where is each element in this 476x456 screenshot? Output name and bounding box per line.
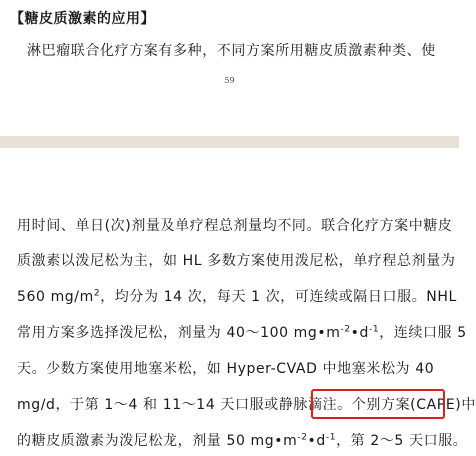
section-heading: 【糖皮质激素的应用】 xyxy=(10,11,155,27)
page-divider xyxy=(0,136,459,148)
superscript: 2 xyxy=(93,288,101,299)
body-line-2: 质激素以泼尼松为主，如 HL 多数方案使用泼尼松，单疗程总剂量为 xyxy=(17,253,456,269)
body-line-6: mg/d，于第 1～4 和 11～14 天口服或静脉滴注。个别方案(CAPE)中 xyxy=(17,397,476,413)
page-number: 59 xyxy=(224,76,235,85)
body-line-3: 560 $mg/m^2$，均分为 14 次，每天 1 次，可连续或隔日口服。NHL xyxy=(17,288,457,305)
paragraph-first-line: 淋巴瘤联合化疗方案有多种，不同方案所用糖皮质激素种类、使 xyxy=(27,43,436,59)
body-line-7: 的糖皮质激素为泼尼松龙，剂量 50 $mg•m^{-2}•d^{-1}$，第 2～5 天口服。 xyxy=(17,432,468,449)
body-line-1: 用时间、单日(次)剂量及单疗程总剂量均不同。联合化疗方案中糖皮 xyxy=(17,218,453,234)
superscript: -1 xyxy=(369,324,380,335)
upper-page xyxy=(0,0,459,136)
highlight-box xyxy=(311,389,445,419)
superscript: -2 xyxy=(297,432,308,443)
superscript: -2 xyxy=(340,324,351,335)
body-line-4: 常用方案多选择泼尼松，剂量为 40～100 $mg•m^{-2}•d^{-1}$，连续口服 5 xyxy=(17,324,467,341)
highlighted-text: 个别方案(CAPE)中 xyxy=(351,397,476,413)
superscript: -1 xyxy=(325,432,337,443)
body-line-5: 天。少数方案使用地塞米松，如 Hyper-CVAD 中地塞米松为 40 xyxy=(17,361,435,377)
